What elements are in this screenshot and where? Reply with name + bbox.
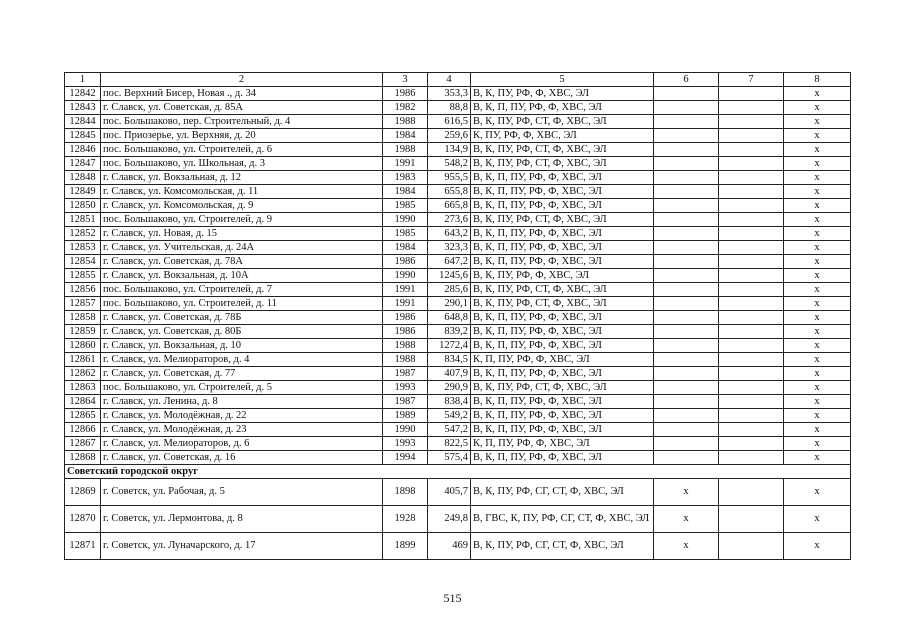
year-cell: 1993 xyxy=(383,437,428,451)
area-cell: 838,4 xyxy=(428,395,471,409)
mark-cell-7 xyxy=(719,157,784,171)
address-cell: г. Советск, ул. Луначарского, д. 17 xyxy=(101,533,383,560)
table-row xyxy=(65,325,851,339)
column-number: 1 xyxy=(65,73,101,87)
table-row xyxy=(65,269,851,283)
table-row xyxy=(65,227,851,241)
mark-cell-6 xyxy=(654,269,719,283)
mark-cell-6 xyxy=(654,255,719,269)
mark-cell-6 xyxy=(654,227,719,241)
address-cell: г. Славск, ул. Советская, д. 85А xyxy=(101,101,383,115)
row-number: 12853 xyxy=(65,241,101,255)
area-cell: 665,8 xyxy=(428,199,471,213)
year-cell: 1986 xyxy=(383,325,428,339)
address-cell: г. Славск, ул. Советская, д. 77 xyxy=(101,367,383,381)
row-number: 12867 xyxy=(65,437,101,451)
mark-cell-7 xyxy=(719,227,784,241)
address-cell: г. Славск, ул. Комсомольская, д. 11 xyxy=(101,185,383,199)
mark-cell-8: х xyxy=(784,533,851,560)
mark-cell-6 xyxy=(654,409,719,423)
year-cell: 1985 xyxy=(383,199,428,213)
area-cell: 648,8 xyxy=(428,311,471,325)
mark-cell-8: х xyxy=(784,506,851,533)
row-number: 12857 xyxy=(65,297,101,311)
mark-cell-8: х xyxy=(784,409,851,423)
year-cell: 1990 xyxy=(383,423,428,437)
works-cell: В, К, ПУ, РФ, СТ, Ф, ХВС, ЭЛ xyxy=(471,115,654,129)
row-number: 12864 xyxy=(65,395,101,409)
works-cell: В, К, П, ПУ, РФ, Ф, ХВС, ЭЛ xyxy=(471,311,654,325)
mark-cell-8: х xyxy=(784,115,851,129)
column-number: 6 xyxy=(654,73,719,87)
register-table xyxy=(64,72,851,560)
mark-cell-8: х xyxy=(784,353,851,367)
area-cell: 134,9 xyxy=(428,143,471,157)
area-cell: 549,2 xyxy=(428,409,471,423)
mark-cell-6 xyxy=(654,325,719,339)
row-number: 12862 xyxy=(65,367,101,381)
address-cell: г. Славск, ул. Молодёжная, д. 22 xyxy=(101,409,383,423)
mark-cell-8: х xyxy=(784,143,851,157)
row-number: 12847 xyxy=(65,157,101,171)
mark-cell-6 xyxy=(654,115,719,129)
year-cell: 1982 xyxy=(383,101,428,115)
column-number: 7 xyxy=(719,73,784,87)
address-cell: г. Славск, ул. Комсомольская, д. 9 xyxy=(101,199,383,213)
works-cell: В, К, ПУ, РФ, СТ, Ф, ХВС, ЭЛ xyxy=(471,381,654,395)
mark-cell-8: х xyxy=(784,213,851,227)
mark-cell-8: х xyxy=(784,185,851,199)
mark-cell-6 xyxy=(654,353,719,367)
mark-cell-8: х xyxy=(784,101,851,115)
mark-cell-7 xyxy=(719,311,784,325)
mark-cell-8: х xyxy=(784,381,851,395)
mark-cell-7 xyxy=(719,423,784,437)
address-cell: г. Славск, ул. Ленина, д. 8 xyxy=(101,395,383,409)
address-cell: пос. Приозерье, ул. Верхняя, д. 20 xyxy=(101,129,383,143)
row-number: 12845 xyxy=(65,129,101,143)
mark-cell-7 xyxy=(719,269,784,283)
mark-cell-6 xyxy=(654,199,719,213)
mark-cell-6 xyxy=(654,185,719,199)
mark-cell-7 xyxy=(719,506,784,533)
area-cell: 1272,4 xyxy=(428,339,471,353)
mark-cell-8: х xyxy=(784,87,851,101)
works-cell: В, К, П, ПУ, РФ, Ф, ХВС, ЭЛ xyxy=(471,451,654,465)
row-number: 12858 xyxy=(65,311,101,325)
table-row xyxy=(65,409,851,423)
address-cell: г. Славск, ул. Вокзальная, д. 10А xyxy=(101,269,383,283)
table-row xyxy=(65,171,851,185)
works-cell: В, К, П, ПУ, РФ, Ф, ХВС, ЭЛ xyxy=(471,423,654,437)
address-cell: г. Славск, ул. Советская, д. 78Б xyxy=(101,311,383,325)
address-cell: г. Славск, ул. Молодёжная, д. 23 xyxy=(101,423,383,437)
table-row xyxy=(65,87,851,101)
area-cell: 407,9 xyxy=(428,367,471,381)
address-cell: г. Славск, ул. Вокзальная, д. 12 xyxy=(101,171,383,185)
address-cell: г. Славск, ул. Вокзальная, д. 10 xyxy=(101,339,383,353)
column-number: 3 xyxy=(383,73,428,87)
year-cell: 1984 xyxy=(383,129,428,143)
area-cell: 548,2 xyxy=(428,157,471,171)
area-cell: 547,2 xyxy=(428,423,471,437)
year-cell: 1986 xyxy=(383,255,428,269)
works-cell: К, П, ПУ, РФ, Ф, ХВС, ЭЛ xyxy=(471,353,654,367)
works-cell: В, К, ПУ, РФ, СТ, Ф, ХВС, ЭЛ xyxy=(471,283,654,297)
address-cell: г. Славск, ул. Учительская, д. 24А xyxy=(101,241,383,255)
works-cell: К, П, ПУ, РФ, Ф, ХВС, ЭЛ xyxy=(471,437,654,451)
area-cell: 259,6 xyxy=(428,129,471,143)
mark-cell-8: х xyxy=(784,451,851,465)
mark-cell-8: х xyxy=(784,157,851,171)
mark-cell-7 xyxy=(719,129,784,143)
section-title: Советский городской округ xyxy=(65,465,851,479)
table-row xyxy=(65,395,851,409)
page-number: 515 xyxy=(443,591,462,605)
table-row xyxy=(65,311,851,325)
mark-cell-8: х xyxy=(784,325,851,339)
address-cell: г. Славск, ул. Мелиораторов, д. 6 xyxy=(101,437,383,451)
section-row xyxy=(65,465,851,479)
row-number: 12844 xyxy=(65,115,101,129)
mark-cell-6 xyxy=(654,143,719,157)
works-cell: В, К, ПУ, РФ, Ф, ХВС, ЭЛ xyxy=(471,87,654,101)
area-cell: 469 xyxy=(428,533,471,560)
mark-cell-7 xyxy=(719,185,784,199)
register-table-body xyxy=(65,73,851,560)
works-cell: В, К, П, ПУ, РФ, Ф, ХВС, ЭЛ xyxy=(471,409,654,423)
address-cell: г. Советск, ул. Рабочая, д. 5 xyxy=(101,479,383,506)
table-row xyxy=(65,255,851,269)
year-cell: 1993 xyxy=(383,381,428,395)
table-row xyxy=(65,101,851,115)
row-number: 12849 xyxy=(65,185,101,199)
works-cell: В, К, П, ПУ, РФ, Ф, ХВС, ЭЛ xyxy=(471,395,654,409)
mark-cell-7 xyxy=(719,171,784,185)
works-cell: В, К, П, ПУ, РФ, Ф, ХВС, ЭЛ xyxy=(471,227,654,241)
table-row xyxy=(65,339,851,353)
area-cell: 353,3 xyxy=(428,87,471,101)
works-cell: К, ПУ, РФ, Ф, ХВС, ЭЛ xyxy=(471,129,654,143)
row-number: 12842 xyxy=(65,87,101,101)
address-cell: пос. Большаково, ул. Строителей, д. 9 xyxy=(101,213,383,227)
table-row xyxy=(65,157,851,171)
column-number: 5 xyxy=(471,73,654,87)
year-cell: 1985 xyxy=(383,227,428,241)
area-cell: 285,6 xyxy=(428,283,471,297)
row-number: 12863 xyxy=(65,381,101,395)
year-cell: 1899 xyxy=(383,533,428,560)
mark-cell-7 xyxy=(719,87,784,101)
mark-cell-7 xyxy=(719,533,784,560)
area-cell: 273,6 xyxy=(428,213,471,227)
mark-cell-6 xyxy=(654,101,719,115)
area-cell: 290,9 xyxy=(428,381,471,395)
mark-cell-6 xyxy=(654,381,719,395)
mark-cell-8: х xyxy=(784,367,851,381)
table-row xyxy=(65,353,851,367)
works-cell: В, К, П, ПУ, РФ, Ф, ХВС, ЭЛ xyxy=(471,367,654,381)
works-cell: В, К, П, ПУ, РФ, Ф, ХВС, ЭЛ xyxy=(471,325,654,339)
address-cell: г. Славск, ул. Мелиораторов, д. 4 xyxy=(101,353,383,367)
mark-cell-7 xyxy=(719,339,784,353)
area-cell: 249,8 xyxy=(428,506,471,533)
address-cell: г. Славск, ул. Советская, д. 16 xyxy=(101,451,383,465)
table-row xyxy=(65,241,851,255)
mark-cell-6 xyxy=(654,87,719,101)
area-cell: 647,2 xyxy=(428,255,471,269)
mark-cell-6 xyxy=(654,367,719,381)
mark-cell-6 xyxy=(654,311,719,325)
address-cell: пос. Большаково, ул. Школьная, д. 3 xyxy=(101,157,383,171)
column-number-row xyxy=(65,73,851,87)
area-cell: 290,1 xyxy=(428,297,471,311)
mark-cell-6 xyxy=(654,283,719,297)
area-cell: 616,5 xyxy=(428,115,471,129)
year-cell: 1983 xyxy=(383,171,428,185)
mark-cell-7 xyxy=(719,101,784,115)
mark-cell-6: х xyxy=(654,479,719,506)
area-cell: 643,2 xyxy=(428,227,471,241)
area-cell: 1245,6 xyxy=(428,269,471,283)
mark-cell-6 xyxy=(654,241,719,255)
table-row xyxy=(65,185,851,199)
row-number: 12851 xyxy=(65,213,101,227)
row-number: 12860 xyxy=(65,339,101,353)
mark-cell-7 xyxy=(719,199,784,213)
row-number: 12859 xyxy=(65,325,101,339)
mark-cell-7 xyxy=(719,297,784,311)
row-number: 12846 xyxy=(65,143,101,157)
mark-cell-6 xyxy=(654,437,719,451)
works-cell: В, К, ПУ, РФ, СТ, Ф, ХВС, ЭЛ xyxy=(471,143,654,157)
year-cell: 1987 xyxy=(383,367,428,381)
address-cell: пос. Верхний Бисер, Новая ., д. 34 xyxy=(101,87,383,101)
row-number: 12870 xyxy=(65,506,101,533)
table-row xyxy=(65,451,851,465)
mark-cell-8: х xyxy=(784,171,851,185)
mark-cell-7 xyxy=(719,381,784,395)
mark-cell-7 xyxy=(719,115,784,129)
mark-cell-6 xyxy=(654,395,719,409)
mark-cell-7 xyxy=(719,395,784,409)
row-number: 12869 xyxy=(65,479,101,506)
address-cell: пос. Большаково, ул. Строителей, д. 11 xyxy=(101,297,383,311)
mark-cell-8: х xyxy=(784,395,851,409)
address-cell: пос. Большаково, ул. Строителей, д. 5 xyxy=(101,381,383,395)
year-cell: 1988 xyxy=(383,339,428,353)
mark-cell-7 xyxy=(719,241,784,255)
area-cell: 405,7 xyxy=(428,479,471,506)
year-cell: 1898 xyxy=(383,479,428,506)
works-cell: В, К, ПУ, РФ, СТ, Ф, ХВС, ЭЛ xyxy=(471,157,654,171)
works-cell: В, К, П, ПУ, РФ, Ф, ХВС, ЭЛ xyxy=(471,241,654,255)
mark-cell-7 xyxy=(719,353,784,367)
table-row xyxy=(65,437,851,451)
mark-cell-7 xyxy=(719,255,784,269)
works-cell: В, К, П, ПУ, РФ, Ф, ХВС, ЭЛ xyxy=(471,171,654,185)
works-cell: В, К, П, ПУ, РФ, Ф, ХВС, ЭЛ xyxy=(471,199,654,213)
address-cell: г. Славск, ул. Новая, д. 15 xyxy=(101,227,383,241)
mark-cell-7 xyxy=(719,451,784,465)
mark-cell-6: х xyxy=(654,506,719,533)
mark-cell-8: х xyxy=(784,297,851,311)
year-cell: 1990 xyxy=(383,269,428,283)
year-cell: 1990 xyxy=(383,213,428,227)
table-row xyxy=(65,506,851,533)
area-cell: 323,3 xyxy=(428,241,471,255)
year-cell: 1991 xyxy=(383,297,428,311)
row-number: 12868 xyxy=(65,451,101,465)
mark-cell-8: х xyxy=(784,311,851,325)
mark-cell-7 xyxy=(719,325,784,339)
table-row xyxy=(65,479,851,506)
mark-cell-8: х xyxy=(784,241,851,255)
row-number: 12866 xyxy=(65,423,101,437)
mark-cell-8: х xyxy=(784,437,851,451)
table-row xyxy=(65,115,851,129)
table-row xyxy=(65,199,851,213)
mark-cell-8: х xyxy=(784,129,851,143)
mark-cell-7 xyxy=(719,367,784,381)
table-row xyxy=(65,283,851,297)
mark-cell-6 xyxy=(654,297,719,311)
address-cell: г. Славск, ул. Советская, д. 78А xyxy=(101,255,383,269)
year-cell: 1994 xyxy=(383,451,428,465)
mark-cell-6 xyxy=(654,423,719,437)
works-cell: В, К, П, ПУ, РФ, Ф, ХВС, ЭЛ xyxy=(471,185,654,199)
year-cell: 1986 xyxy=(383,311,428,325)
mark-cell-8: х xyxy=(784,339,851,353)
area-cell: 655,8 xyxy=(428,185,471,199)
mark-cell-8: х xyxy=(784,283,851,297)
mark-cell-8: х xyxy=(784,227,851,241)
mark-cell-7 xyxy=(719,213,784,227)
row-number: 12850 xyxy=(65,199,101,213)
table-row xyxy=(65,213,851,227)
table-row xyxy=(65,423,851,437)
area-cell: 88,8 xyxy=(428,101,471,115)
mark-cell-6 xyxy=(654,339,719,353)
area-cell: 575,4 xyxy=(428,451,471,465)
year-cell: 1988 xyxy=(383,353,428,367)
mark-cell-8: х xyxy=(784,255,851,269)
year-cell: 1987 xyxy=(383,395,428,409)
works-cell: В, К, ПУ, РФ, СТ, Ф, ХВС, ЭЛ xyxy=(471,213,654,227)
table-row xyxy=(65,297,851,311)
table-row xyxy=(65,129,851,143)
column-number: 4 xyxy=(428,73,471,87)
works-cell: В, ГВС, К, ПУ, РФ, СГ, СТ, Ф, ХВС, ЭЛ xyxy=(471,506,654,533)
works-cell: В, К, ПУ, РФ, Ф, ХВС, ЭЛ xyxy=(471,269,654,283)
address-cell: пос. Большаково, ул. Строителей, д. 7 xyxy=(101,283,383,297)
address-cell: г. Советск, ул. Лермонтова, д. 8 xyxy=(101,506,383,533)
row-number: 12865 xyxy=(65,409,101,423)
address-cell: пос. Большаково, пер. Строительный, д. 4 xyxy=(101,115,383,129)
year-cell: 1988 xyxy=(383,115,428,129)
year-cell: 1984 xyxy=(383,185,428,199)
column-number: 2 xyxy=(101,73,383,87)
year-cell: 1984 xyxy=(383,241,428,255)
table-row xyxy=(65,143,851,157)
row-number: 12861 xyxy=(65,353,101,367)
table-row xyxy=(65,533,851,560)
address-cell: пос. Большаково, ул. Строителей, д. 6 xyxy=(101,143,383,157)
works-cell: В, К, ПУ, РФ, СГ, СТ, Ф, ХВС, ЭЛ xyxy=(471,479,654,506)
year-cell: 1989 xyxy=(383,409,428,423)
table-row xyxy=(65,381,851,395)
row-number: 12843 xyxy=(65,101,101,115)
year-cell: 1928 xyxy=(383,506,428,533)
works-cell: В, К, П, ПУ, РФ, Ф, ХВС, ЭЛ xyxy=(471,255,654,269)
works-cell: В, К, П, ПУ, РФ, Ф, ХВС, ЭЛ xyxy=(471,101,654,115)
row-number: 12855 xyxy=(65,269,101,283)
year-cell: 1991 xyxy=(383,283,428,297)
mark-cell-7 xyxy=(719,143,784,157)
table-row xyxy=(65,367,851,381)
mark-cell-7 xyxy=(719,479,784,506)
row-number: 12871 xyxy=(65,533,101,560)
mark-cell-8: х xyxy=(784,423,851,437)
mark-cell-6 xyxy=(654,129,719,143)
mark-cell-6 xyxy=(654,451,719,465)
works-cell: В, К, ПУ, РФ, СТ, Ф, ХВС, ЭЛ xyxy=(471,297,654,311)
mark-cell-6 xyxy=(654,171,719,185)
column-number: 8 xyxy=(784,73,851,87)
year-cell: 1986 xyxy=(383,87,428,101)
year-cell: 1991 xyxy=(383,157,428,171)
area-cell: 955,5 xyxy=(428,171,471,185)
area-cell: 839,2 xyxy=(428,325,471,339)
address-cell: г. Славск, ул. Советская, д. 80Б xyxy=(101,325,383,339)
mark-cell-6 xyxy=(654,213,719,227)
mark-cell-8: х xyxy=(784,479,851,506)
area-cell: 822,5 xyxy=(428,437,471,451)
mark-cell-6: х xyxy=(654,533,719,560)
mark-cell-7 xyxy=(719,437,784,451)
mark-cell-8: х xyxy=(784,199,851,213)
mark-cell-6 xyxy=(654,157,719,171)
row-number: 12852 xyxy=(65,227,101,241)
row-number: 12854 xyxy=(65,255,101,269)
year-cell: 1988 xyxy=(383,143,428,157)
mark-cell-8: х xyxy=(784,269,851,283)
mark-cell-7 xyxy=(719,409,784,423)
row-number: 12856 xyxy=(65,283,101,297)
area-cell: 834,5 xyxy=(428,353,471,367)
mark-cell-7 xyxy=(719,283,784,297)
row-number: 12848 xyxy=(65,171,101,185)
works-cell: В, К, П, ПУ, РФ, Ф, ХВС, ЭЛ xyxy=(471,339,654,353)
works-cell: В, К, ПУ, РФ, СГ, СТ, Ф, ХВС, ЭЛ xyxy=(471,533,654,560)
